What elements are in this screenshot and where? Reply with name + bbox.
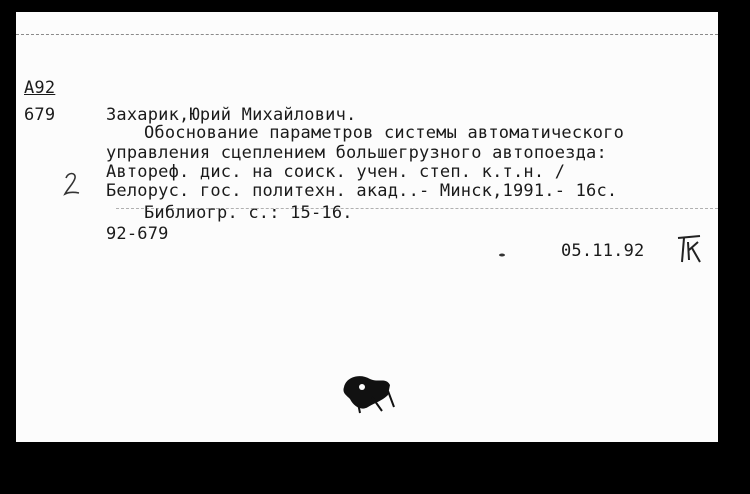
top-divider: [16, 34, 718, 35]
author-line: Захарик,Юрий Михайлович.: [106, 105, 357, 125]
catalog-card: [16, 12, 718, 442]
shelf-number: 679: [24, 105, 56, 125]
title-line-1: Обоснование параметров системы автоматического: [144, 123, 625, 143]
ink-stamp-blot: [338, 367, 398, 417]
handwritten-initials: [674, 232, 704, 266]
ink-dot: [498, 252, 506, 258]
shelf-code: А92: [24, 78, 56, 98]
title-line-2: управления сцеплением большегрузного автопоезда:: [106, 143, 607, 163]
bibliography-line: Библиогр. с.: 15-16.: [144, 203, 353, 223]
date-stamp: 05.11.92: [561, 241, 645, 261]
handwritten-mark-2: [60, 170, 84, 198]
accession-number: 92-679: [106, 224, 169, 244]
description-line-4: Белорус. гос. политехн. акад..- Минск,1991.- 16с.: [106, 181, 618, 201]
description-line-3: Автореф. дис. на соиск. учен. степ. к.т.н. /: [106, 162, 566, 182]
